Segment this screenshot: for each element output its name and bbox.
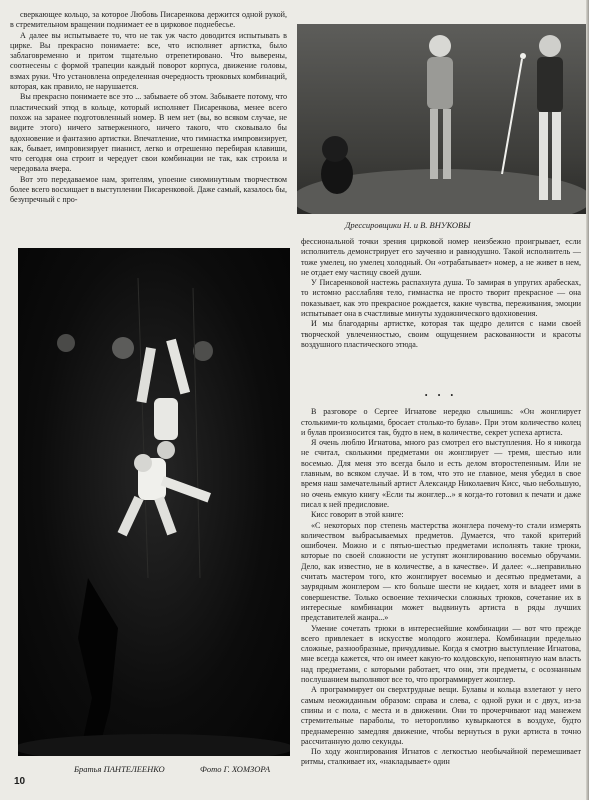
text-column-right-middle [301, 237, 581, 367]
photo-credit: Фото Г. ХОМЗОРА [200, 764, 271, 774]
paragraph: фессиональной точки зрения цирковой номер неизбежно проигрывает, если исполнитель демонстрирует его заученно и равнодушно. Такой исполнитель — тоже умелец, но умелец холодный. Он «отрабатывает» номер, а не живет в нем, не отдает ему частицу своей души. [301, 237, 581, 277]
photo-trainers-with-dog [297, 24, 587, 214]
paragraph: сверкающее кольцо, за которое Любовь Писаренкова держится одной рукой, в стремительном вращении поднимает ее в цирковое поднебесье. [10, 10, 287, 30]
photo-trainers-with-dog-image [297, 24, 587, 214]
photo-caption-trainers: Дрессировщики Н. и В. ВНУКОВЫ [345, 220, 471, 230]
paragraph: «С некоторых пор степень мастерства жонглера почему-то стали измерять количеством выбрасываемых предметов. Думается, что такой критерий ошибочен. Можно и с пятью-шестью предметами исполнять такие трюки, которые по своей сложности не уступят жонглированию восемью обручами. Дело, как известно, не в количестве, а в качестве». И далее: «...неправильно считать мастером того, кто жонглирует восемью и десятью предметами, а заурядным жонглером — кто больше шести не кидает, хотя и владеет ими в совершенстве. Только освоение технически сложных трюков, сочетание их в интересные комбинации может выдвинуть артиста в ряды лучших представителей жанра...» [301, 520, 581, 623]
text-column-right-bottom [301, 385, 581, 795]
photo-caption-acrobats: Братья ПАНТЕЛЕЕНКО [74, 764, 165, 774]
paragraph: У Писаренковой настежь распахнута душа. То замирая в упругих арабесках, то истомно расслабляя тело, гимнастка не просто творит прекрасное — она показывает, как это прекрасное рождается, какие чувства, переживания, эмоции испытывает она в счастливые минуты художнического вдохновения. [301, 278, 581, 319]
paragraph: Умение сочетать трюки в интереснейшие комбинации — вот что прежде всего привлекает в искусстве молодого жонглера. Комбинации предельно сложные, разнообразные, причудливые. Когда я смотрю выступление Игнатова, мне всегда кажется, что он имеет какую-то колдовскую, непонятную нам власть над предметами, с которыми работает, что они, эти предметы, с осознанным послушанием выполняют все то, что программирует жонглер. [301, 623, 581, 685]
paragraph: Вот это передаваемое нам, зрителям, упоение сиюминутным творчеством более всего восхищает в выступлении Писаренковой. Даже самый, казалось бы, безупречный с про- [10, 174, 287, 205]
text-column-left-top [10, 10, 287, 236]
section-separator: • • • [424, 391, 458, 400]
paragraph: А программирует он сверхтрудные вещи. Булавы и кольца взлетают у него самым неожиданным образом: справа и слева, с одной руки и с двух, из-за спины и с пола, с места и в движении. Они то прочерчивают над манежем стремительные параболы, то неторопливо кувыркаются в воздухе, будто преднамеренно замедляя движение, чтобы вернуться в руки артиста в точно рассчитанную долю секунды. [301, 685, 581, 746]
photo-acrobats-image [18, 248, 290, 756]
paragraph: Вы прекрасно понимаете все это ... забываете об этом. Забываете потому, что пластический этюд в кольце, который исполняет Писаренкова, менее всего похож на заранее подготовленный номер. В нем нет (вы, во всяком случае, не видите этого) ничего затверженного, ничего такого, что сковывало бы вдохновение и фантазию артистки. Впечатление, что гимнастка импровизирует, как, бывает, импровизирует пианист, легко и отрешенно перебирая клавиши, что сегодня она строит и чередует свои комбинации не так, как строила и чередовала вчера. [10, 92, 287, 174]
page-number: 10 [14, 776, 26, 787]
paragraph: В разговоре о Сергее Игнатове нередко слышишь: «Он жонглирует столькими-то кольцами, бросает столько-то булав». При этом количество колец и булав произносится так, будто в нем, в количестве, секрет успеха артиста. [301, 407, 581, 437]
paragraph: Кисс говорит в этой книге: [311, 510, 404, 520]
paragraph: Я очень люблю Игнатова, много раз смотрел его выступления. Но я никогда не считал, сколькими предметами он жонглирует — тремя, шестью или восемью. Для меня это всегда было и есть делом второстепенным. Или не главным, во всяком случае. И в том, что это не главное, меня убедил в свое время наш замечательный артист Александр Николаевич Кисс, чью небольшую, но очень емкую книгу «Если ты жонглер...» я когда-то готовил к печати и даже писал к ней предисловие. [301, 438, 581, 509]
photo-acrobats [18, 248, 290, 756]
paragraph: А далее вы испытываете то, что не так уж часто доводится испытывать в цирке. Вы прекрасно понимаете: все, что исполняет артистка, было заблаговременно и притом тщательно отрепетировано. Что выверены, соотнесены с формой трапеции каждый поворот корпуса, движение головы, взмах руки. Что установлена определенная очередность трюковых комбинаций, которая, как правило, не нарушается. [10, 30, 287, 92]
paragraph: И мы благодарны артистке, которая так щедро делится с нами своей творческой увлеченностью, своим ощущением раскованности и красоты воздушного пластического этюда. [301, 319, 581, 349]
paragraph: По ходу жонглирования Игнатов с легкостью необычайной перемешивает ритмы, сталкивает их, «накладывает» один [301, 747, 581, 767]
